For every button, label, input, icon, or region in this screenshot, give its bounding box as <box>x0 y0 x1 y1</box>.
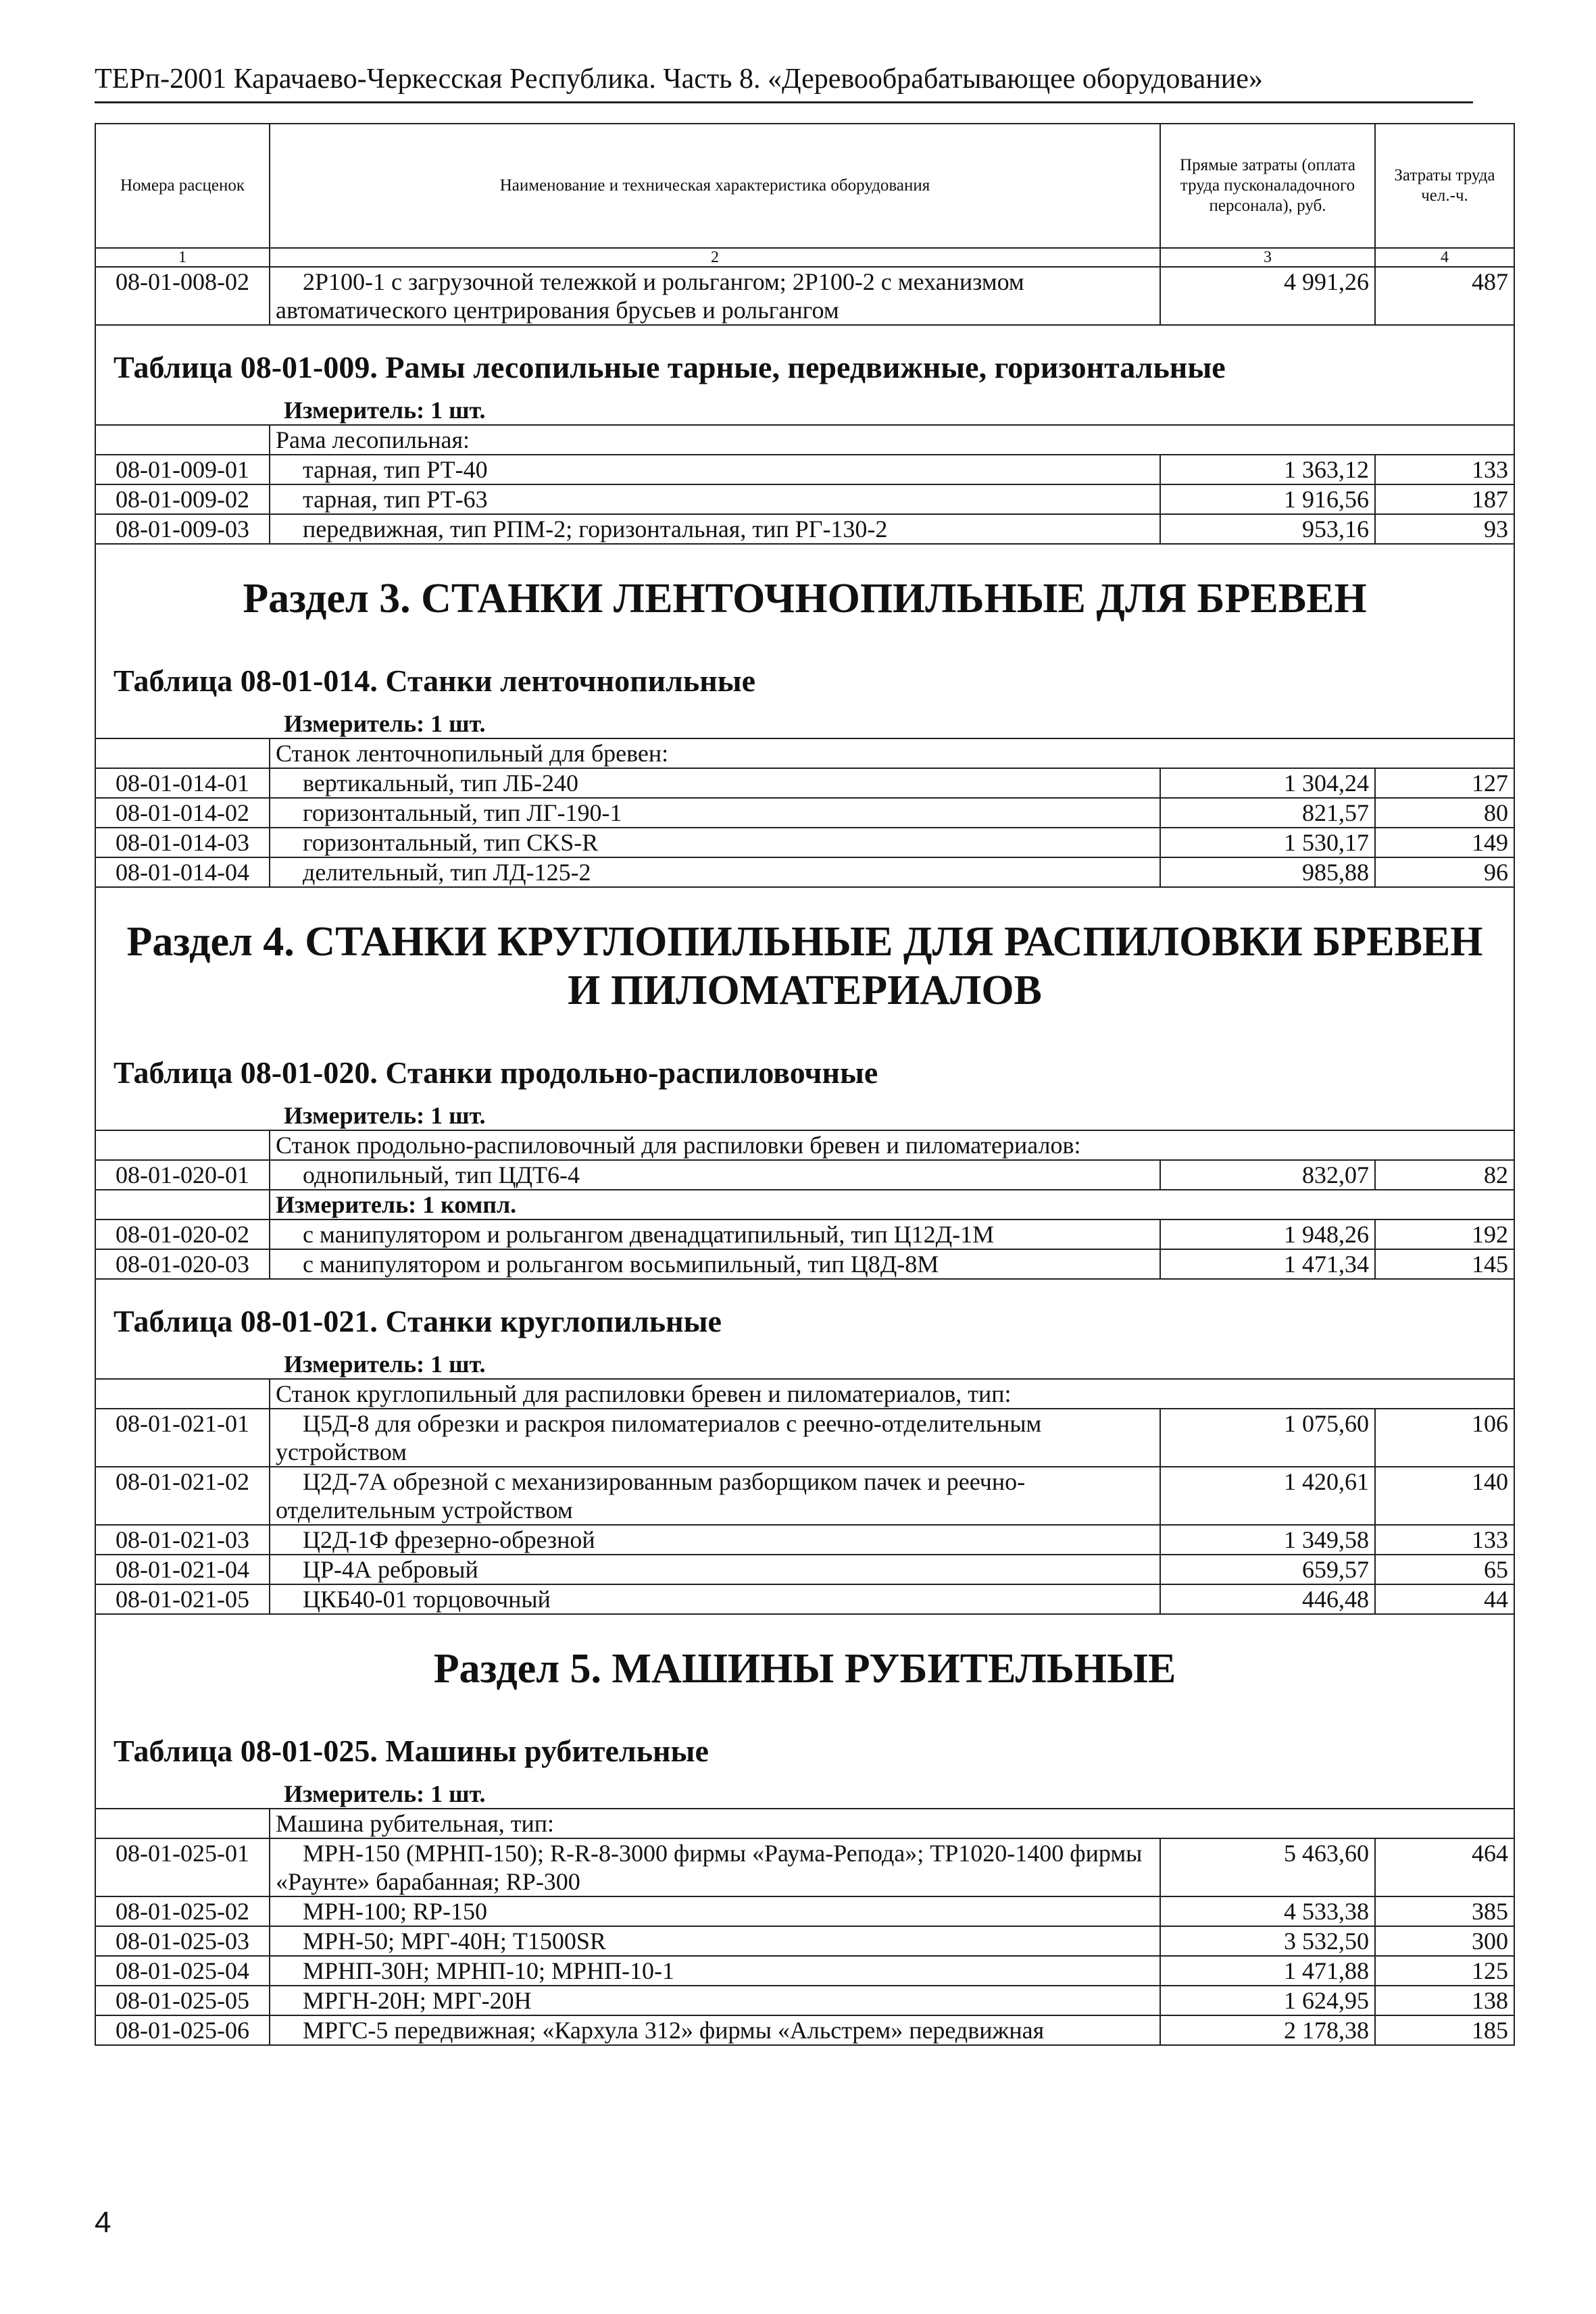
rate-cost: 1 304,24 <box>1160 768 1375 798</box>
table-row <box>95 2015 1514 2045</box>
table-row <box>95 1838 1514 1896</box>
rate-labor: 487 <box>1375 267 1514 325</box>
rate-cost: 1 471,88 <box>1160 1956 1375 1986</box>
rate-labor: 187 <box>1375 484 1514 514</box>
rate-name: МРНП-30Н; МРНП-10; МРНП-10-1 <box>270 1956 1160 1986</box>
section-title: Раздел 5. МАШИНЫ РУБИТЕЛЬНЫЕ <box>95 1614 1514 1709</box>
table-title-row <box>95 639 1514 709</box>
rate-code: 08-01-014-04 <box>95 857 270 887</box>
rate-code: 08-01-021-05 <box>95 1584 270 1614</box>
rate-name: горизонтальный, тип CKS-R <box>270 828 1160 857</box>
measure-row <box>95 396 1514 425</box>
rate-name: МРН-50; МРГ-40Н; Т1500SR <box>270 1926 1160 1956</box>
rate-name: Ц5Д-8 для обрезки и раскроя пиломатериалов с реечно-отделительным устройством <box>270 1409 1160 1467</box>
group-row <box>95 425 1514 455</box>
rate-labor: 106 <box>1375 1409 1514 1467</box>
measure-label: Измеритель: 1 шт. <box>284 1351 486 1378</box>
group-label: Рама лесопильная: <box>270 425 1514 455</box>
rate-cost: 3 532,50 <box>1160 1926 1375 1956</box>
rate-cost: 1 349,58 <box>1160 1525 1375 1555</box>
col-number: 3 <box>1160 248 1375 267</box>
rates-table <box>95 123 1515 2046</box>
measure-label: Измеритель: 1 шт. <box>284 710 486 737</box>
table-row <box>95 1249 1514 1279</box>
rate-code: 08-01-014-03 <box>95 828 270 857</box>
rate-code: 08-01-020-01 <box>95 1160 270 1190</box>
rate-code: 08-01-025-05 <box>95 1986 270 2015</box>
rate-cost: 821,57 <box>1160 798 1375 828</box>
section-title: Раздел 3. СТАНКИ ЛЕНТОЧНОПИЛЬНЫЕ ДЛЯ БРЕВЕН <box>95 544 1514 639</box>
rate-code: 08-01-025-06 <box>95 2015 270 2045</box>
rate-name: делительный, тип ЛД-125-2 <box>270 857 1160 887</box>
rate-code: 08-01-009-01 <box>95 455 270 484</box>
rate-name: Ц2Д-7А обрезной с механизированным разборщиком пачек и реечно-отделительным устройством <box>270 1467 1160 1525</box>
measure-label: Измеритель: 1 шт. <box>284 1102 486 1129</box>
rate-name: Ц2Д-1Ф фрезерно-обрезной <box>270 1525 1160 1555</box>
rate-code: 08-01-014-01 <box>95 768 270 798</box>
col-number: 4 <box>1375 248 1514 267</box>
group-row <box>95 738 1514 768</box>
rate-name: МРН-100; RP-150 <box>270 1896 1160 1926</box>
rate-name: ЦКБ40-01 торцовочный <box>270 1584 1160 1614</box>
group-row <box>95 1130 1514 1160</box>
table-title-row <box>95 1709 1514 1780</box>
table-row <box>95 1219 1514 1249</box>
rate-code: 08-01-020-02 <box>95 1219 270 1249</box>
col-number: 2 <box>270 248 1160 267</box>
table-row <box>95 1555 1514 1584</box>
rate-labor: 125 <box>1375 1956 1514 1986</box>
rate-code: 08-01-025-04 <box>95 1956 270 1986</box>
table-row <box>95 768 1514 798</box>
rate-name: МРН-150 (МРНП-150); R-R-8-3000 фирмы «Раума-Репода»; ТР1020-1400 фирмы «Раунте» барабанная; RP-300 <box>270 1838 1160 1896</box>
rate-name: вертикальный, тип ЛБ-240 <box>270 768 1160 798</box>
rate-labor: 145 <box>1375 1249 1514 1279</box>
page-header: ТЕРп-2001 Карачаево-Черкесская Республика. Часть 8. «Деревообрабатывающее оборудование» <box>95 64 1263 95</box>
rate-labor: 133 <box>1375 1525 1514 1555</box>
rate-labor: 464 <box>1375 1838 1514 1896</box>
rate-labor: 65 <box>1375 1555 1514 1584</box>
table-row <box>95 1160 1514 1190</box>
col-number: 1 <box>95 248 270 267</box>
rate-cost: 1 916,56 <box>1160 484 1375 514</box>
table-title: Таблица 08-01-009. Рамы лесопильные тарные, передвижные, горизонтальные <box>95 325 1514 396</box>
rate-labor: 80 <box>1375 798 1514 828</box>
rate-cost: 2 178,38 <box>1160 2015 1375 2045</box>
table-row <box>95 1956 1514 1986</box>
rate-labor: 44 <box>1375 1584 1514 1614</box>
section-title-row <box>95 887 1514 1031</box>
rate-cost: 1 948,26 <box>1160 1219 1375 1249</box>
rate-name: с манипулятором и рольгангом восьмипильный, тип Ц8Д-8М <box>270 1249 1160 1279</box>
rate-code: 08-01-009-02 <box>95 484 270 514</box>
table-title: Таблица 08-01-014. Станки ленточнопильные <box>95 639 1514 709</box>
col-header-labor: Затраты труда чел.-ч. <box>1375 124 1514 248</box>
rate-labor: 93 <box>1375 514 1514 544</box>
rate-cost: 985,88 <box>1160 857 1375 887</box>
rate-cost: 446,48 <box>1160 1584 1375 1614</box>
rate-name: тарная, тип РТ-40 <box>270 455 1160 484</box>
table-row <box>95 857 1514 887</box>
rate-cost: 953,16 <box>1160 514 1375 544</box>
measure-label: Измеритель: 1 шт. <box>284 397 486 424</box>
table-row <box>95 514 1514 544</box>
group-label: Станок продольно-распиловочный для распиловки бревен и пиломатериалов: <box>270 1130 1514 1160</box>
measure-label: Измеритель: 1 шт. <box>284 1780 486 1807</box>
rate-labor: 133 <box>1375 455 1514 484</box>
rate-cost: 1 471,34 <box>1160 1249 1375 1279</box>
section-title: Раздел 4. СТАНКИ КРУГЛОПИЛЬНЫЕ ДЛЯ РАСПИЛОВКИ БРЕВЕН И ПИЛОМАТЕРИАЛОВ <box>95 887 1514 1031</box>
rate-labor: 385 <box>1375 1896 1514 1926</box>
measure-row <box>95 1101 1514 1130</box>
col-header-cost: Прямые затраты (оплата труда пусконаладочного персонала), руб. <box>1160 124 1375 248</box>
rate-name: тарная, тип РТ-63 <box>270 484 1160 514</box>
rate-code: 08-01-021-01 <box>95 1409 270 1467</box>
table-row <box>95 1896 1514 1926</box>
table-row <box>95 267 1514 325</box>
rate-cost: 4 533,38 <box>1160 1896 1375 1926</box>
rate-name: однопильный, тип ЦДТ6-4 <box>270 1160 1160 1190</box>
col-header-name: Наименование и техническая характеристика оборудования <box>270 124 1160 248</box>
column-header-row <box>95 124 1514 248</box>
measure-row <box>95 1780 1514 1809</box>
rate-labor: 185 <box>1375 2015 1514 2045</box>
rate-code: 08-01-025-03 <box>95 1926 270 1956</box>
measure-label: Измеритель: 1 компл. <box>270 1190 1514 1219</box>
rate-cost: 832,07 <box>1160 1160 1375 1190</box>
column-number-row <box>95 248 1514 267</box>
header-rule <box>95 101 1473 103</box>
table-row <box>95 455 1514 484</box>
table-row <box>95 1584 1514 1614</box>
rate-name: 2Р100-1 с загрузочной тележкой и рольгангом; 2Р100-2 с механизмом автоматического центрирования брусьев и рольгангом <box>270 267 1160 325</box>
rate-cost: 1 363,12 <box>1160 455 1375 484</box>
group-label: Станок круглопильный для распиловки бревен и пиломатериалов, тип: <box>270 1379 1514 1409</box>
table-row <box>95 1467 1514 1525</box>
rate-labor: 82 <box>1375 1160 1514 1190</box>
rate-labor: 96 <box>1375 857 1514 887</box>
rate-labor: 149 <box>1375 828 1514 857</box>
rate-cost: 1 624,95 <box>1160 1986 1375 2015</box>
rate-code: 08-01-021-04 <box>95 1555 270 1584</box>
group-row <box>95 1379 1514 1409</box>
table-title-row <box>95 1031 1514 1101</box>
group-row <box>95 1809 1514 1838</box>
rate-code: 08-01-014-02 <box>95 798 270 828</box>
rate-code: 08-01-021-02 <box>95 1467 270 1525</box>
measure-row <box>95 1350 1514 1379</box>
rate-cost: 4 991,26 <box>1160 267 1375 325</box>
table-row <box>95 798 1514 828</box>
table-row <box>95 828 1514 857</box>
measure-row <box>95 709 1514 738</box>
rate-labor: 127 <box>1375 768 1514 798</box>
rate-code: 08-01-021-03 <box>95 1525 270 1555</box>
rate-code: 08-01-025-02 <box>95 1896 270 1926</box>
rate-name: МРГС-5 передвижная; «Кархула 312» фирмы «Альстрем» передвижная <box>270 2015 1160 2045</box>
table-row <box>95 484 1514 514</box>
rate-labor: 192 <box>1375 1219 1514 1249</box>
table-title: Таблица 08-01-025. Машины рубительные <box>95 1709 1514 1780</box>
table-row <box>95 1525 1514 1555</box>
rate-labor: 138 <box>1375 1986 1514 2015</box>
rate-cost: 5 463,60 <box>1160 1838 1375 1896</box>
table-row <box>95 1409 1514 1467</box>
table-title-row <box>95 1279 1514 1350</box>
rate-code: 08-01-009-03 <box>95 514 270 544</box>
rate-name: передвижная, тип РПМ-2; горизонтальная, тип РГ-130-2 <box>270 514 1160 544</box>
table-title-row <box>95 325 1514 396</box>
rate-code: 08-01-008-02 <box>95 267 270 325</box>
rate-code: 08-01-025-01 <box>95 1838 270 1896</box>
col-header-codes: Номера расценок <box>95 124 270 248</box>
rate-cost: 659,57 <box>1160 1555 1375 1584</box>
table-row <box>95 1986 1514 2015</box>
rate-cost: 1 530,17 <box>1160 828 1375 857</box>
table-title: Таблица 08-01-020. Станки продольно-распиловочные <box>95 1031 1514 1101</box>
rate-name: горизонтальный, тип ЛГ-190-1 <box>270 798 1160 828</box>
measure-row <box>95 1190 1514 1219</box>
section-title-row <box>95 544 1514 639</box>
page-number: 4 <box>95 2206 111 2239</box>
rate-name: с манипулятором и рольгангом двенадцатипильный, тип Ц12Д-1М <box>270 1219 1160 1249</box>
rate-code: 08-01-020-03 <box>95 1249 270 1279</box>
rate-cost: 1 075,60 <box>1160 1409 1375 1467</box>
group-label: Станок ленточнопильный для бревен: <box>270 738 1514 768</box>
group-label: Машина рубительная, тип: <box>270 1809 1514 1838</box>
rate-cost: 1 420,61 <box>1160 1467 1375 1525</box>
rate-labor: 140 <box>1375 1467 1514 1525</box>
rate-name: ЦР-4А ребровый <box>270 1555 1160 1584</box>
rate-labor: 300 <box>1375 1926 1514 1956</box>
table-row <box>95 1926 1514 1956</box>
table-title: Таблица 08-01-021. Станки круглопильные <box>95 1279 1514 1350</box>
section-title-row <box>95 1614 1514 1709</box>
rate-name: МРГН-20Н; МРГ-20Н <box>270 1986 1160 2015</box>
